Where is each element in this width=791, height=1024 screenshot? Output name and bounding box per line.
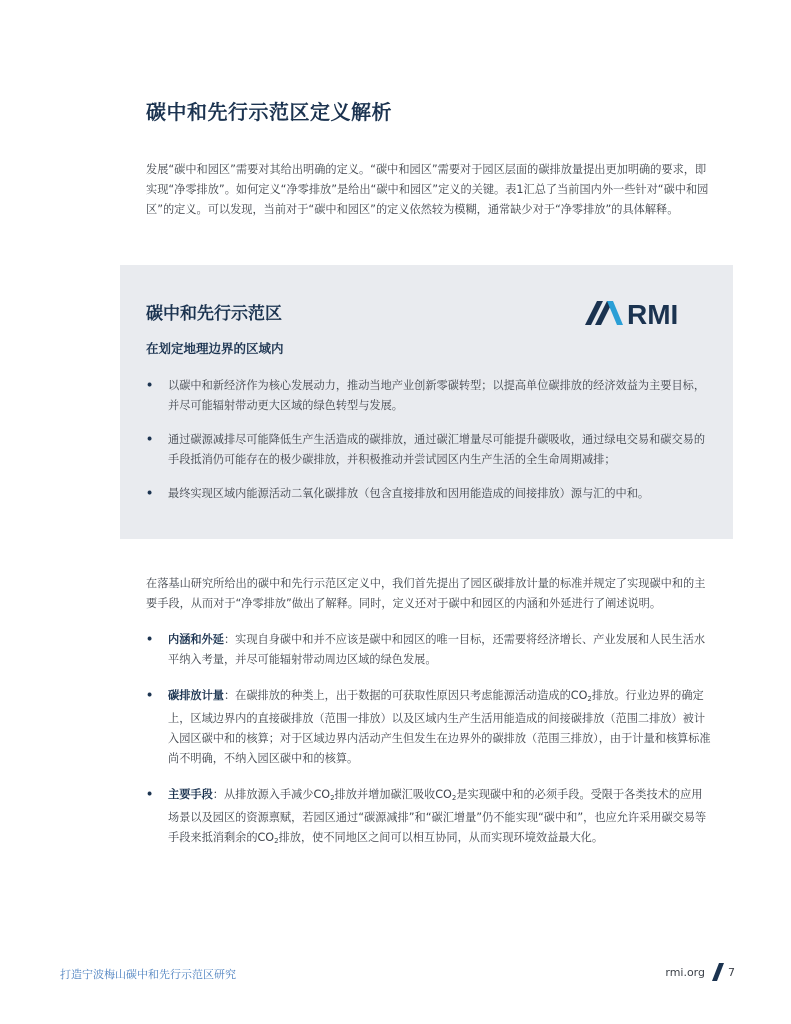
bullet-icon: •	[146, 633, 154, 646]
page-number: 7	[728, 965, 735, 979]
term-connotation-text: ：实现自身碳中和并不应该是碳中和园区的唯一目标，还需要将经济增长、产业发展和人民生活水平纳入考量，并尽可能辐射带动周边区域的绿色发展。	[168, 633, 706, 666]
list-item-text: 最终实现区域内能源活动二氧化碳排放（包含直接排放和因用能造成的间接排放）源与汇的中和。	[168, 487, 650, 500]
term-means-text-b: 排放并增加碳汇吸收CO	[334, 788, 452, 801]
footer-site-link[interactable]: rmi.org	[665, 965, 705, 979]
box-title: 碳中和先行示范区	[146, 304, 282, 324]
bullet-icon: •	[146, 487, 154, 500]
list-item	[146, 430, 706, 470]
rmi-logo-text: RMI	[627, 299, 679, 329]
list-item	[146, 376, 706, 416]
bullet-icon: •	[146, 788, 154, 801]
list-item-text: 以碳中和新经济作为核心发展动力，推动当地产业创新零碳转型；以提高单位碳排放的经济效益为主要目标，并尽可能辐射带动更大区域的绿色转型与发展。	[168, 379, 706, 412]
list-item-text: 通过碳源减排尽可能降低生产生活造成的碳排放，通过碳汇增量尽可能提升碳吸收，通过绿电交易和碳交易的手段抵消仍可能存在的极少碳排放，并积极推动并尝试园区内生产生活的全生命周期减排；	[168, 433, 706, 466]
slash-divider-icon	[711, 963, 725, 981]
box-subtitle: 在划定地理边界的区域内	[146, 341, 284, 356]
co2-subscript: 2	[587, 695, 592, 703]
term-means-text-a: ：从排放源入手减少CO	[212, 788, 331, 801]
footer-right	[665, 963, 735, 981]
term-connotation: 内涵和外延	[168, 633, 224, 646]
bullet-icon: •	[146, 689, 154, 702]
section2-list	[146, 630, 711, 867]
list-item	[146, 785, 711, 851]
definition-box	[120, 265, 733, 539]
page-title: 碳中和先行示范区定义解析	[146, 100, 392, 124]
bullet-icon: •	[146, 379, 154, 392]
term-main-means: 主要手段	[168, 788, 213, 801]
bullet-icon: •	[146, 433, 154, 446]
term-means-text-c: 是实现碳中和的必须手段。受限于各类技术的应用场景以及园区的资源禀赋，若园区通过“碳源减排”和“碳汇增量”仍不能实现“碳中和”，也应允许采用碳交易等手段来抵消剩余的CO	[168, 788, 707, 844]
term-emission-text-a: ：在碳排放的种类上，出于数据的可获取性原因只考虑能源活动造成的CO	[223, 689, 588, 702]
list-item	[146, 686, 711, 769]
intro-paragraph: 发展“碳中和园区”需要对其给出明确的定义。“碳中和园区”需要对于园区层面的碳排放量提出更加明确的要求，即实现“净零排放”。如何定义“净零排放”是给出“碳中和园区”定义的关键。表1汇总了当前国内外一些针对“碳中和园区”的定义。可以发现，当前对于“碳中和园区”的定义依然较为模糊，通常缺少对于“净零排放”的具体解释。	[146, 163, 709, 216]
list-item	[146, 630, 711, 670]
co2-subscript: 2	[330, 794, 335, 802]
co2-subscript: 2	[274, 837, 279, 845]
term-means-text-d: 排放，使不同地区之间可以相互协同，从而实现环境效益最大化。	[278, 831, 604, 844]
term-emission-text-b: 排放。行业边界的确定上，区域边界内的直接碳排放（范围一排放）以及区域内生产生活用能造成的间接碳排放（范围二排放）被计入园区碳中和的核算；对于区域边界内活动产生但发生在边界外的碳排放（范围三排放），由于计量和核算标准尚不明确，不纳入园区碳中和的核算。	[168, 689, 711, 765]
list-item	[146, 484, 706, 504]
footer-report-title: 打造宁波梅山碳中和先行示范区研究	[60, 968, 236, 981]
co2-subscript: 2	[451, 794, 457, 802]
rmi-logo	[583, 295, 695, 329]
section2-paragraph: 在落基山研究所给出的碳中和先行示范区定义中，我们首先提出了园区碳排放计量的标准并规定了实现碳中和的主要手段，从而对于“净零排放”做出了解释。同时，定义还对于碳中和园区的内涵和外延进行了阐述说明。	[146, 577, 706, 610]
rmi-logo-mark-right	[607, 301, 623, 325]
box-list	[146, 376, 706, 518]
term-emission-accounting: 碳排放计量	[168, 689, 224, 702]
